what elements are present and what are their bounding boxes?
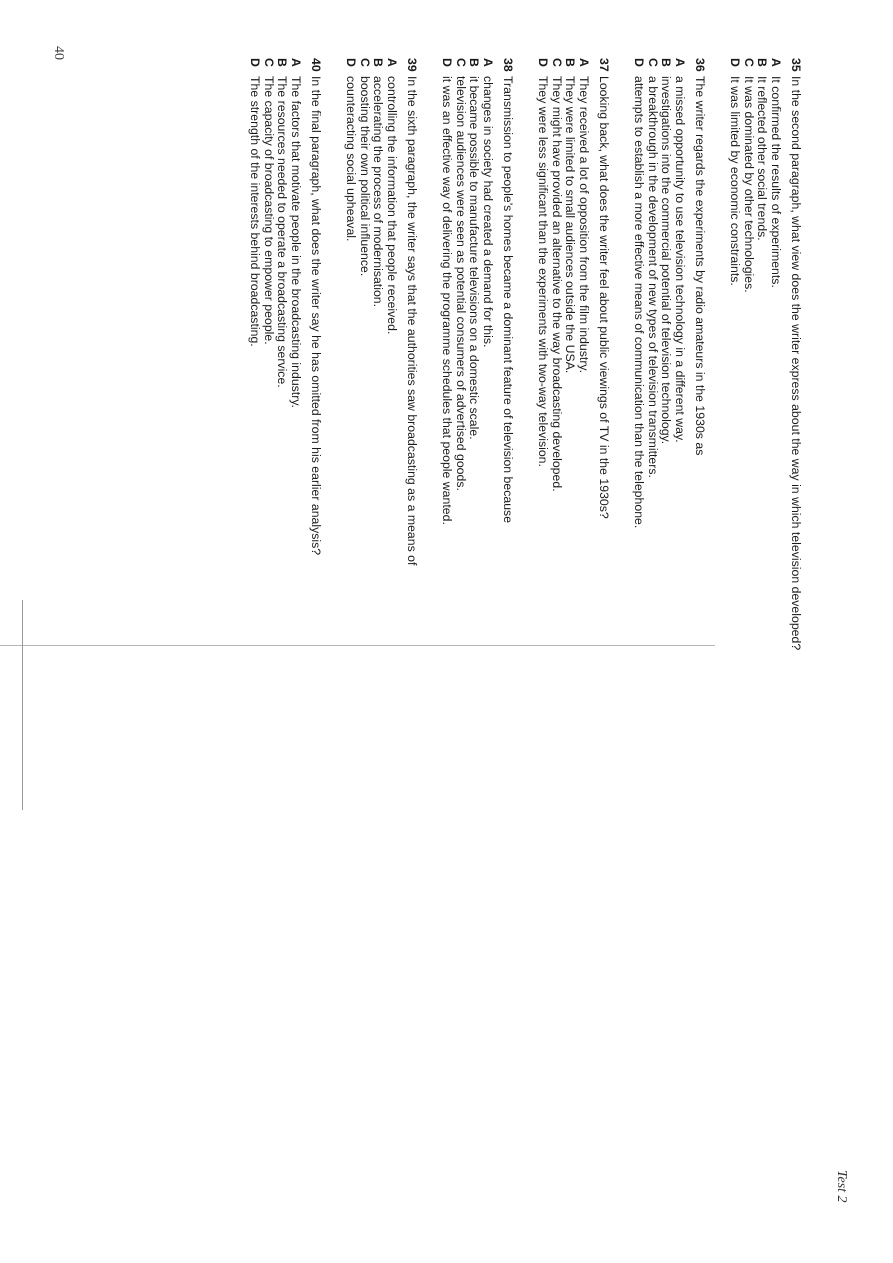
- option-text: changes in society had created a demand for this.: [481, 76, 495, 348]
- answer-option-d: [632, 58, 646, 888]
- question-stem: [404, 58, 419, 888]
- option-text: attempts to establish a more effective means of communication than the telephone.: [632, 76, 647, 529]
- option-text: The factors that motivate people in the broadcasting industry.: [289, 76, 303, 408]
- answer-option-c: [454, 58, 468, 888]
- question-text: Looking back, what does the writer feel about public viewings of TV in the 1930s?: [597, 76, 611, 519]
- answer-option-a: [769, 58, 783, 888]
- option-text: The capacity of broadcasting to empower people.: [262, 76, 276, 345]
- option-text: The strength of the interests behind broadcasting.: [248, 76, 263, 347]
- option-text: It was dominated by other technologies.: [742, 76, 756, 293]
- answer-option-d: [248, 58, 262, 888]
- answer-option-a: [673, 58, 687, 888]
- option-letter: C: [262, 58, 276, 67]
- answer-option-c: [742, 58, 756, 888]
- question-number: 35: [789, 58, 803, 72]
- question-text: In the sixth paragraph, the writer says that the authorities saw broadcasting as a means of: [405, 76, 419, 566]
- option-letter: C: [454, 58, 468, 67]
- answer-options: [632, 58, 686, 888]
- answer-options: [440, 58, 494, 888]
- answer-option-c: [646, 58, 660, 888]
- option-text: accelerating the process of modernisation.: [371, 76, 386, 308]
- question-stem: [500, 58, 515, 888]
- answer-option-a: [289, 58, 303, 888]
- answer-option-c: [550, 58, 564, 888]
- option-letter: D: [344, 58, 359, 67]
- option-letter: D: [536, 58, 551, 67]
- question-40: [248, 58, 323, 888]
- option-letter: B: [563, 58, 578, 67]
- option-text: They received a lot of opposition from the film industry.: [577, 76, 591, 374]
- option-letter: D: [632, 58, 647, 67]
- option-letter: D: [440, 58, 455, 67]
- option-letter: A: [769, 58, 783, 67]
- question-text: In the final paragraph, what does the writer say he has omitted from his earlier analysis?: [309, 76, 323, 556]
- option-text: They were less significant than the experiments with two-way television.: [536, 76, 551, 467]
- answer-option-a: [385, 58, 399, 888]
- question-stem: [596, 58, 611, 888]
- question-stem: [308, 58, 323, 888]
- question-38: [440, 58, 515, 888]
- option-text: They might have provided an alternative to the way broadcasting developed.: [550, 76, 564, 492]
- answer-option-b: [371, 58, 385, 888]
- question-35: [728, 58, 803, 888]
- option-letter: C: [358, 58, 372, 67]
- answer-option-d: [440, 58, 454, 888]
- answer-option-b: [275, 58, 289, 888]
- option-text: It confirmed the results of experiments.: [769, 76, 783, 288]
- question-39: [344, 58, 419, 888]
- question-list: [227, 58, 803, 888]
- question-text: Transmission to people’s homes became a dominant feature of television because: [501, 76, 515, 524]
- option-letter: A: [673, 58, 687, 67]
- option-letter: A: [289, 58, 303, 67]
- option-letter: A: [481, 58, 495, 67]
- question-stem: [692, 58, 707, 888]
- answer-options: [728, 58, 782, 888]
- option-text: counteracting social upheaval.: [344, 76, 359, 242]
- option-letter: B: [371, 58, 386, 67]
- option-letter: B: [275, 58, 290, 67]
- question-36: [632, 58, 707, 888]
- option-letter: B: [755, 58, 770, 67]
- answer-option-c: [358, 58, 372, 888]
- answer-option-b: [659, 58, 673, 888]
- option-text: They were limited to small audiences outside the USA.: [563, 76, 578, 374]
- question-37: [536, 58, 611, 888]
- question-text: In the second paragraph, what view does the writer express about the way in which television developed?: [789, 76, 803, 651]
- answer-options: [344, 58, 398, 888]
- answer-option-d: [344, 58, 358, 888]
- option-text: controlling the information that people received.: [385, 76, 399, 335]
- question-number: 38: [501, 58, 515, 72]
- answer-option-a: [577, 58, 591, 888]
- option-text: It was limited by economic constraints.: [728, 76, 743, 286]
- option-letter: C: [646, 58, 660, 67]
- option-letter: D: [728, 58, 743, 67]
- option-text: it became possible to manufacture televisions on a domestic scale.: [467, 76, 482, 440]
- option-text: a breakthrough in the development of new types of television transmitters.: [646, 76, 660, 478]
- answer-option-d: [536, 58, 550, 888]
- option-letter: B: [467, 58, 482, 67]
- answer-option-c: [262, 58, 276, 888]
- option-letter: C: [550, 58, 564, 67]
- question-number: 36: [693, 58, 707, 72]
- option-text: The resources needed to operate a broadcasting service.: [275, 76, 290, 388]
- option-letter: A: [385, 58, 399, 67]
- answer-option-d: [728, 58, 742, 888]
- option-letter: A: [577, 58, 591, 67]
- question-stem: [788, 58, 803, 888]
- answer-option-a: [481, 58, 495, 888]
- footer-rule: [22, 600, 23, 810]
- question-number: 37: [597, 58, 611, 72]
- answer-option-b: [755, 58, 769, 888]
- option-text: a missed opportunity to use television technology in a different way.: [673, 76, 687, 443]
- option-letter: B: [659, 58, 674, 67]
- option-letter: C: [742, 58, 756, 67]
- option-letter: D: [248, 58, 263, 67]
- question-number: 40: [309, 58, 323, 72]
- question-number: 39: [405, 58, 419, 72]
- answer-options: [248, 58, 302, 888]
- option-text: television audiences were seen as potential consumers of advertised goods.: [454, 76, 468, 491]
- answer-option-b: [563, 58, 577, 888]
- option-text: It reflected other social trends.: [755, 76, 770, 241]
- option-text: boosting their own political influence.: [358, 76, 372, 277]
- answer-option-b: [467, 58, 481, 888]
- option-text: investigations into the commercial potential of television technology.: [659, 76, 674, 445]
- page-number: 40: [51, 46, 66, 60]
- question-text: The writer regards the experiments by radio amateurs in the 1930s as: [693, 76, 707, 456]
- answer-options: [536, 58, 590, 888]
- option-text: it was an effective way of delivering the programme schedules that people wanted.: [440, 76, 455, 525]
- running-head: Test 2: [834, 1170, 849, 1203]
